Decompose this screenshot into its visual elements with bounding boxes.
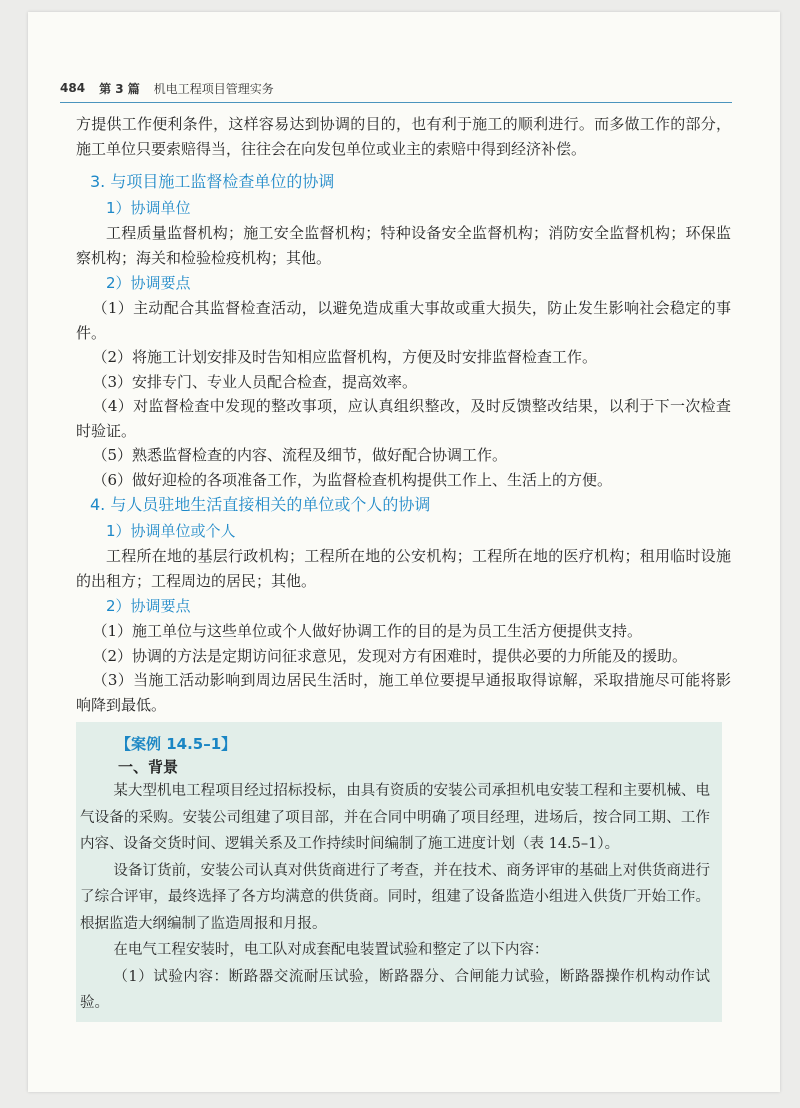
section-3-sub1-text: 工程质量监督机构；施工安全监督机构；特种设备安全监督机构；消防安全监督机构；环保监察机构；海关和检验检疫机构；其他。 [76,224,731,267]
section-4-item: （2）协调的方法是定期访问征求意见，发现对方有困难时，提供必要的力所能及的援助。 [92,646,688,665]
section-4-item: （3）当施工活动影响到周边居民生活时，施工单位要提早通报取得谅解，采取措施尽可能将影响降到最低。 [76,671,731,714]
running-header [60,74,732,102]
section-3-item: （6）做好迎检的各项准备工作，为监督检查机构提供工作上、生活上的方便。 [92,470,613,489]
intro-paragraph: 方提供工作便利条件，这样容易达到协调的目的，也有利于施工的顺利进行。而多做工作的部分，施工单位只要索赔得当，往往会在向发包单位或业主的索赔中得到经济补偿。 [76,115,731,158]
page-number: 484 [60,81,86,95]
section-3-item: （5）熟悉监督检查的内容、流程及细节，做好配合协调工作。 [92,446,508,464]
section-3-item: （3）安排专门、专业人员配合检查，提高效率。 [92,372,418,391]
case-paragraph: （1）试验内容：断路器交流耐压试验，断路器分、合闸能力试验，断路器操作机构动作试验。 [80,968,710,1011]
case-subtitle: 一、背景 [118,758,179,776]
section-4-item: （1）施工单位与这些单位或个人做好协调工作的目的是为员工生活方便提供支持。 [92,622,643,640]
section-3-sub2-title: 2）协调要点 [106,274,191,292]
section-3-item: （1）主动配合其监督检查活动，以避免造成重大事故或重大损失，防止发生影响社会稳定的事件。 [76,299,731,342]
section-3-sub1-title: 1）协调单位 [106,199,191,217]
main-text [76,112,731,717]
section-3-item: （2）将施工计划安排及时告知相应监督机构，方便及时安排监督检查工作。 [92,348,598,366]
case-paragraph: 某大型机电工程项目经过招标投标，由具有资质的安装公司承担机电安装工程和主要机械、电气设备的采购。安装公司组建了项目部，并在合同中明确了项目经理，进场后，按合同工期、工作内容、设备交货时间、逻辑关系及工作持续时间编制了施工进度计划（表 14.5–1）。 [80,783,710,852]
section-4-sub1-title: 1）协调单位或个人 [106,522,236,540]
section-4-sub1-text: 工程所在地的基层行政机构；工程所在地的公安机构；工程所在地的医疗机构；租用临时设施的出租方；工程周边的居民；其他。 [76,547,731,590]
case-study-box [76,722,722,1022]
case-title: 【案例 14.5–1】 [116,735,237,753]
case-paragraph: 在电气工程安装时，电工队对成套配电装置试验和整定了以下内容： [113,942,549,958]
section-4-sub2-title: 2）协调要点 [106,597,191,615]
case-paragraph: 设备订货前，安装公司认真对供货商进行了考查，并在技术、商务评审的基础上对供货商进行了综合评审，最终选择了各方均满意的供货商。同时，组建了设备监造小组进入供货厂开始工作。根据监造大纲编制了监造周报和月报。 [80,862,710,932]
book-title: 机电工程项目管理实务 [153,81,274,96]
header-divider [60,102,732,103]
part-label: 第 3 篇 [99,81,140,96]
section-3-title: 3. 与项目施工监督检查单位的协调 [90,172,335,191]
section-4-title: 4. 与人员驻地生活直接相关的单位或个人的协调 [90,495,431,514]
section-3-item: （4）对监督检查中发现的整改事项，应认真组织整改，及时反馈整改结果，以利于下一次检查时验证。 [76,397,731,440]
